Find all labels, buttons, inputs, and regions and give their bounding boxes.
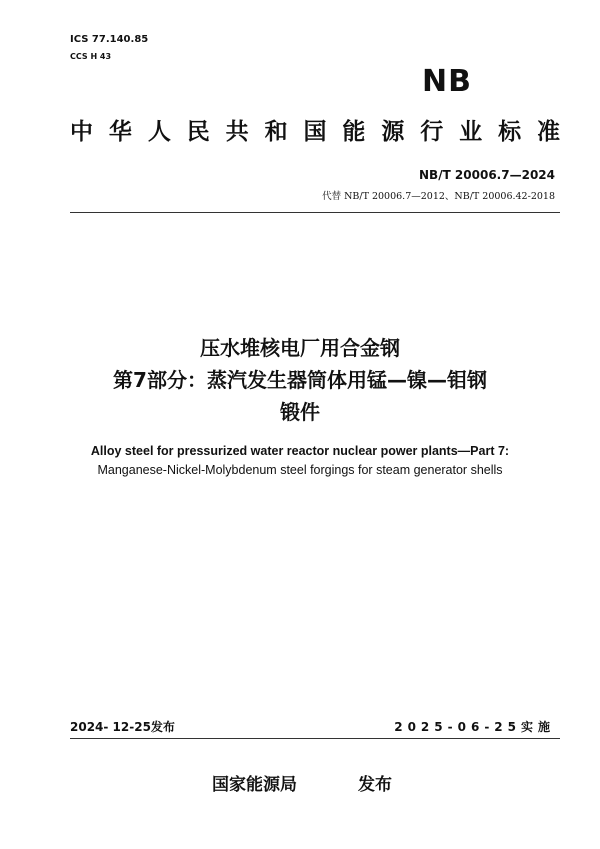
standard-number: NB/T 20006.7—2024 <box>419 168 555 182</box>
header-divider <box>70 212 560 213</box>
cn-title-line-1: 压水堆核电厂用合金钢 <box>200 336 400 360</box>
nb-logo: NB <box>422 64 472 99</box>
issue-word: 发布 <box>358 775 392 795</box>
ics-code: ICS 77.140.85 <box>70 34 149 45</box>
ccs-code: CCS H 43 <box>70 52 112 61</box>
replaces-note: 代替 NB/T 20006.7—2012、NB/T 20006.42-2018 <box>322 191 555 202</box>
en-title-line-1: Alloy steel for pressurized water reactor nuclear power plants—Part 7: <box>90 444 510 458</box>
cn-title-line-3: 锻件 <box>280 400 320 424</box>
issue-date: 2024- 12-25发布 <box>70 720 175 734</box>
en-title-line-2: Manganese-Nickel-Molybdenum steel forgings for steam generator shells <box>97 463 503 477</box>
issuing-authority: 国家能源局 <box>212 775 297 795</box>
footer-divider <box>70 738 560 739</box>
implementation-date: 2025-06-25实施 <box>394 720 555 734</box>
industry-standard-heading: 中华人民共和国能源行业标准 <box>70 119 560 145</box>
cn-title-line-2: 第7部分：蒸汽发生器筒体用锰—镍—钼钢 <box>113 368 487 392</box>
